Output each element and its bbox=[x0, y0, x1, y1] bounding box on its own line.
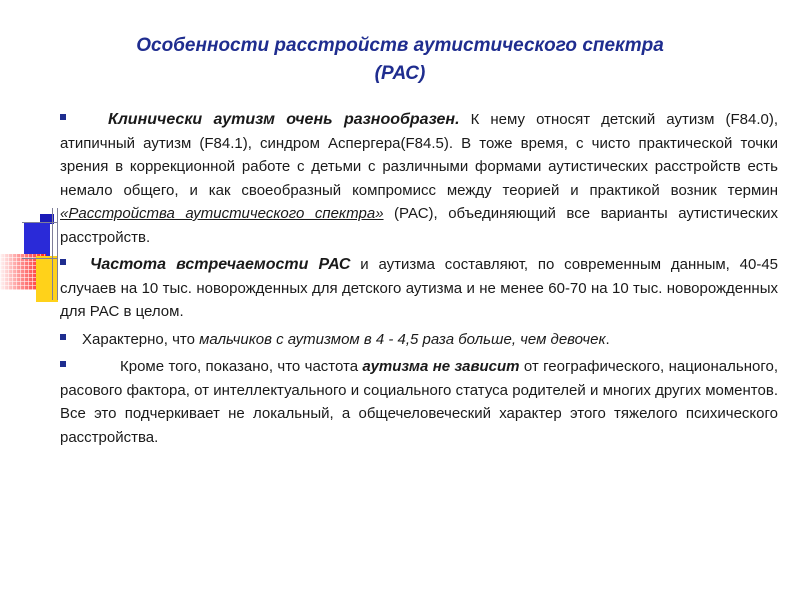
text-emphasis: аутизма bbox=[362, 358, 429, 375]
paragraph-lead: Частота встречаемости РАС bbox=[90, 256, 351, 273]
paragraph-text: . bbox=[605, 330, 610, 348]
text-emphasis: мальчиков с аутизмом в 4 - 4,5 раза больше, чем девочек bbox=[199, 330, 606, 348]
slide-body bbox=[60, 108, 778, 449]
decor-horizontal-line bbox=[22, 258, 58, 259]
square-bullet-icon bbox=[60, 334, 66, 340]
decor-horizontal-line bbox=[22, 222, 58, 223]
square-bullet-icon bbox=[60, 259, 66, 265]
square-bullet-icon bbox=[60, 114, 66, 120]
paragraph-text: Кроме того, показано, что частота bbox=[120, 358, 363, 375]
paragraph-independence bbox=[60, 355, 778, 449]
title-line-2: (РАС) bbox=[374, 63, 426, 84]
term-emphasis: «Расстройства аутистического спектра» bbox=[60, 205, 384, 222]
paragraph-text: (РАС), объединяющий все варианты аутистических расстройств. bbox=[60, 205, 778, 246]
paragraph-text: и аутизма составляют, по современным данным, 40-45 случаев на 10 тыс. новорожденных для детского аутизма и не менее 60-70 на 10 тыс. новорожденных для РАС в целом. bbox=[60, 256, 779, 320]
paragraph-clinical bbox=[60, 108, 778, 249]
paragraph-text: Характерно, что bbox=[82, 330, 200, 348]
paragraph-frequency bbox=[60, 253, 778, 324]
decor-yellow-block bbox=[36, 256, 58, 302]
title-line-1: Особенности расстройств аутистического спектра bbox=[136, 35, 664, 56]
decor-blue-block bbox=[24, 222, 50, 258]
paragraph-gender-ratio bbox=[60, 328, 778, 352]
square-bullet-icon bbox=[60, 361, 66, 367]
text-emphasis: не зависит bbox=[432, 358, 520, 375]
paragraph-text: от географического, национального, расового фактора, от интеллектуального и социального статуса родителей и многих других моментов. Все это подчеркивает не локальный, а общечеловеческий характер этого тяжелого психического расстройства. bbox=[60, 358, 778, 446]
paragraph-lead: Клинически аутизм очень разнообразен. bbox=[108, 111, 460, 128]
paragraph-text: К нему относят детский аутизм (F84.0), атипичный аутизм (F84.1), синдром Аспергера(F84.5). В тоже время, с чисто практической точки зрения в коррекционной работе с детьми с различными формами аутистических расстройств есть немало общего, и как своеобразный компромисс между теорией и практикой возник термин bbox=[60, 111, 778, 199]
slide-title bbox=[60, 32, 740, 88]
